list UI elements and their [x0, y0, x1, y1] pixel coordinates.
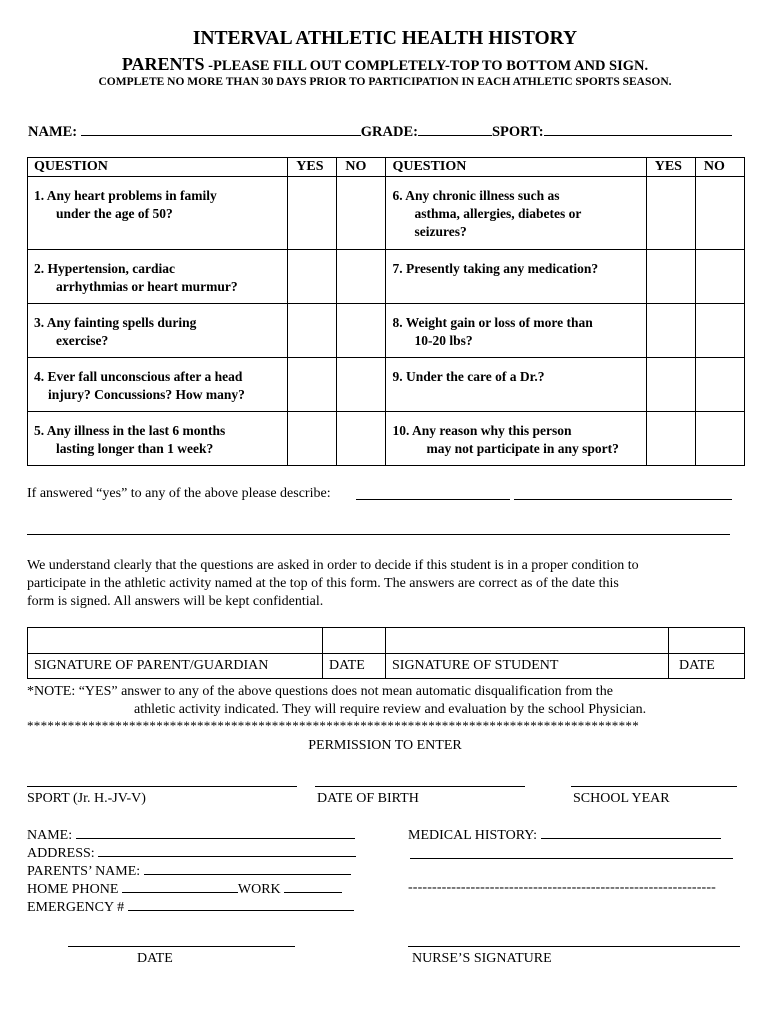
- grade-label: GRADE:: [360, 124, 418, 140]
- describe-field[interactable]: [514, 499, 732, 500]
- question-text: exercise?: [56, 333, 109, 348]
- home-phone-field[interactable]: [122, 880, 238, 893]
- consent-statement: [27, 557, 639, 611]
- parent-signature-label: SIGNATURE OF PARENT/GUARDIAN: [28, 654, 323, 679]
- table-row: [28, 358, 745, 412]
- yes-cell[interactable]: [288, 250, 337, 304]
- no-header: NO: [337, 158, 386, 177]
- address-field[interactable]: [98, 844, 356, 857]
- question-text: 2. Hypertension, cardiac: [34, 261, 175, 276]
- signature-table: [27, 627, 745, 679]
- address-row: [27, 844, 356, 862]
- medical-history-field[interactable]: [541, 826, 721, 839]
- question-header: QUESTION: [28, 158, 288, 177]
- birth-date-label: DATE OF BIRTH: [317, 791, 419, 806]
- date-signature-field[interactable]: [68, 946, 295, 947]
- consent-line: participate in the athletic activity named at the top of this form. The answers are correct as of the date this: [27, 576, 619, 591]
- no-cell[interactable]: [695, 250, 744, 304]
- name-row: [27, 826, 355, 844]
- table-row: [28, 412, 745, 466]
- no-cell[interactable]: [695, 304, 744, 358]
- question-text: 4. Ever fall unconscious after a head: [34, 369, 243, 384]
- question-text: 1. Any heart problems in family: [34, 188, 217, 203]
- no-cell[interactable]: [337, 250, 386, 304]
- yes-cell[interactable]: [646, 412, 695, 466]
- no-cell[interactable]: [337, 304, 386, 358]
- describe-label: If answered “yes” to any of the above please describe:: [27, 486, 331, 501]
- question-text: 8. Weight gain or loss of more than: [392, 315, 593, 330]
- question-cell: [28, 358, 288, 412]
- no-cell[interactable]: [337, 177, 386, 250]
- describe-field[interactable]: [356, 499, 510, 500]
- question-cell: [386, 358, 646, 412]
- question-text: may not participate in any sport?: [426, 441, 619, 456]
- question-cell: [386, 177, 646, 250]
- work-phone-field[interactable]: [284, 880, 342, 893]
- no-cell[interactable]: [337, 412, 386, 466]
- describe-field[interactable]: [27, 534, 730, 535]
- question-cell: [386, 412, 646, 466]
- table-row: [28, 304, 745, 358]
- emergency-label: EMERGENCY #: [27, 900, 125, 915]
- home-phone-label: HOME PHONE: [27, 882, 119, 897]
- emergency-field[interactable]: [128, 898, 354, 911]
- question-cell: [28, 177, 288, 250]
- question-text: asthma, allergies, diabetes or: [414, 206, 582, 221]
- date-label: DATE: [323, 654, 386, 679]
- question-text: 10-20 lbs?: [414, 333, 473, 348]
- question-text: under the age of 50?: [56, 206, 173, 221]
- question-text: 5. Any illness in the last 6 months: [34, 423, 226, 438]
- student-signature-field[interactable]: [386, 628, 669, 654]
- yes-cell[interactable]: [646, 304, 695, 358]
- form-subtitle: [0, 54, 770, 75]
- no-cell[interactable]: [695, 412, 744, 466]
- question-text: 3. Any fainting spells during: [34, 315, 197, 330]
- note-line-2: athletic activity indicated. They will require review and evaluation by the school Physician.: [134, 702, 647, 717]
- question-cell: [28, 250, 288, 304]
- school-year-label: SCHOOL YEAR: [573, 791, 670, 806]
- no-cell[interactable]: [337, 358, 386, 412]
- consent-line: form is signed. All answers will be kept confidential.: [27, 594, 324, 609]
- permission-title: PERMISSION TO ENTER: [308, 738, 462, 753]
- date-label: DATE: [137, 951, 173, 966]
- yes-cell[interactable]: [288, 177, 337, 250]
- parent-signature-field[interactable]: [28, 628, 323, 654]
- table-header-row: [28, 158, 745, 177]
- question-cell: [28, 412, 288, 466]
- parents-name-row: [27, 862, 351, 880]
- note-line-1: *NOTE: “YES” answer to any of the above questions does not mean automatic disqualification from the: [27, 684, 613, 699]
- question-text: 9. Under the care of a Dr.?: [392, 369, 545, 384]
- no-header: NO: [695, 158, 744, 177]
- question-text: arrhythmias or heart murmur?: [56, 279, 238, 294]
- work-phone-label: WORK: [237, 882, 281, 897]
- school-year-field[interactable]: [571, 786, 737, 787]
- medical-history-field[interactable]: [410, 858, 733, 859]
- no-cell[interactable]: [695, 177, 744, 250]
- form-title: INTERVAL ATHLETIC HEALTH HISTORY: [192, 28, 578, 49]
- table-row: [28, 177, 745, 250]
- date-field[interactable]: [323, 628, 386, 654]
- phone-row: [27, 880, 342, 898]
- form-deadline-note: COMPLETE NO MORE THAN 30 DAYS PRIOR TO PARTICIPATION IN EACH ATHLETIC SPORTS SEASON.: [98, 76, 672, 88]
- question-text: injury? Concussions? How many?: [48, 387, 245, 402]
- question-text: seizures?: [414, 224, 467, 239]
- question-cell: [386, 250, 646, 304]
- name-field[interactable]: [81, 122, 361, 136]
- subtitle-instructions: -PLEASE FILL OUT COMPLETELY-TOP TO BOTTOM AND SIGN.: [204, 58, 649, 74]
- student-signature-label: SIGNATURE OF STUDENT: [386, 654, 669, 679]
- no-cell[interactable]: [695, 358, 744, 412]
- birth-date-field[interactable]: [315, 786, 525, 787]
- parents-name-label: PARENTS’ NAME:: [27, 864, 141, 879]
- grade-field[interactable]: [418, 122, 492, 136]
- table-row: [28, 250, 745, 304]
- yes-cell[interactable]: [288, 358, 337, 412]
- date-label: DATE: [669, 654, 745, 679]
- question-text: 6. Any chronic illness such as: [392, 188, 560, 203]
- medical-history-row: [408, 826, 721, 844]
- name-field[interactable]: [76, 826, 355, 839]
- yes-cell[interactable]: [646, 250, 695, 304]
- name-label: NAME:: [28, 124, 78, 140]
- nurse-signature-label: NURSE’S SIGNATURE: [412, 951, 552, 966]
- question-header: QUESTION: [386, 158, 646, 177]
- questions-table: [27, 157, 745, 466]
- signature-row: [28, 628, 745, 654]
- sport-level-field[interactable]: [27, 786, 297, 787]
- sport-label: SPORT:: [491, 124, 544, 140]
- parents-name-field[interactable]: [144, 862, 351, 875]
- question-cell: [28, 304, 288, 358]
- sport-field[interactable]: [544, 122, 732, 136]
- medical-dash-line: ----------------------------------------------------------------: [408, 880, 716, 895]
- question-text: lasting longer than 1 week?: [56, 441, 214, 456]
- yes-header: YES: [288, 158, 337, 177]
- emergency-row: [27, 898, 354, 916]
- question-text: 10. Any reason why this person: [392, 423, 572, 438]
- address-label: ADDRESS:: [27, 846, 95, 861]
- nurse-signature-field[interactable]: [408, 946, 740, 947]
- date-field[interactable]: [669, 628, 745, 654]
- yes-cell[interactable]: [646, 177, 695, 250]
- signature-label-row: [28, 654, 745, 679]
- yes-cell[interactable]: [288, 304, 337, 358]
- sport-level-label: SPORT (Jr. H.-JV-V): [27, 791, 146, 806]
- subtitle-parents: PARENTS: [121, 54, 205, 74]
- yes-header: YES: [646, 158, 695, 177]
- consent-line: We understand clearly that the questions are asked in order to decide if this student is in a proper condition to: [27, 558, 639, 573]
- yes-cell[interactable]: [646, 358, 695, 412]
- medical-history-label: MEDICAL HISTORY:: [408, 828, 538, 843]
- yes-cell[interactable]: [288, 412, 337, 466]
- student-info-row: [28, 122, 732, 141]
- question-cell: [386, 304, 646, 358]
- name-label: NAME:: [27, 828, 73, 843]
- question-text: 7. Presently taking any medication?: [392, 261, 599, 276]
- separator-stars: ******************************************************************************************: [27, 718, 639, 733]
